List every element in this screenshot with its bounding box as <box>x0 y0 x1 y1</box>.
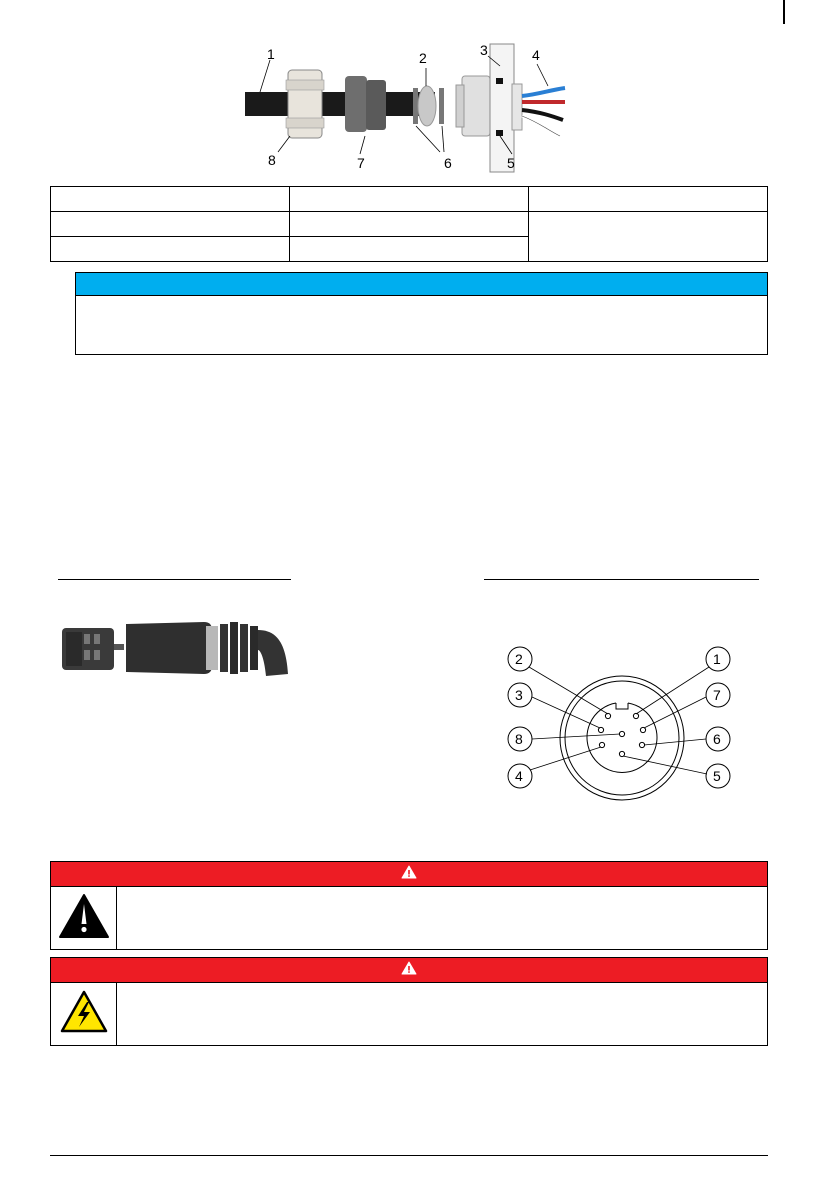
callout-5: 5 <box>507 155 515 171</box>
table-cell <box>529 212 768 262</box>
danger-box-1 <box>50 861 768 950</box>
callout-3: 3 <box>480 42 488 58</box>
legend-table <box>50 186 768 262</box>
warning-triangle-icon <box>401 961 417 980</box>
table-cell <box>51 212 290 237</box>
callout-8: 8 <box>268 152 276 168</box>
section-heading-rule-right <box>484 579 759 580</box>
pin-callout-4: 4 <box>515 768 523 784</box>
table-cell <box>51 187 290 212</box>
pin-callout-1: 1 <box>713 651 721 667</box>
danger-text-area <box>117 887 767 949</box>
page-edge-mark <box>783 0 785 24</box>
danger-header-bar <box>51 862 767 887</box>
table-cell <box>290 237 529 262</box>
danger-text-area <box>117 983 767 1045</box>
connector-figure <box>54 616 294 680</box>
danger-body <box>51 983 767 1045</box>
danger-box-2 <box>50 957 768 1046</box>
notice-header-bar <box>76 273 767 296</box>
callout-2: 2 <box>419 50 427 66</box>
table-cell <box>51 237 290 262</box>
footer-rule <box>50 1155 768 1156</box>
callout-6: 6 <box>444 155 452 171</box>
pinout-drawing <box>500 642 745 802</box>
table-row <box>51 212 768 237</box>
danger-header-bar <box>51 958 767 983</box>
connector-drawing <box>54 616 294 680</box>
table-cell <box>529 187 768 212</box>
danger-body <box>51 887 767 949</box>
section-heading-rule-left <box>58 579 291 580</box>
table-cell <box>290 212 529 237</box>
danger-icon-cell <box>51 983 117 1045</box>
pin-callout-7: 7 <box>713 687 721 703</box>
exclamation-hazard-icon <box>57 892 111 945</box>
pin-callout-2: 2 <box>515 651 523 667</box>
notice-box <box>75 272 768 355</box>
pin-callout-5: 5 <box>713 768 721 784</box>
pin-callout-8: 8 <box>515 731 523 747</box>
callout-7: 7 <box>357 155 365 171</box>
table-cell <box>290 187 529 212</box>
table-row <box>51 187 768 212</box>
danger-icon-cell <box>51 887 117 949</box>
cable-gland-figure <box>230 40 610 175</box>
callout-4: 4 <box>532 47 540 63</box>
pinout-figure <box>500 642 745 802</box>
electrical-shock-hazard-icon <box>59 989 109 1040</box>
pin-callout-3: 3 <box>515 687 523 703</box>
pin-callout-6: 6 <box>713 731 721 747</box>
warning-triangle-icon <box>401 865 417 884</box>
callout-1: 1 <box>267 46 275 62</box>
